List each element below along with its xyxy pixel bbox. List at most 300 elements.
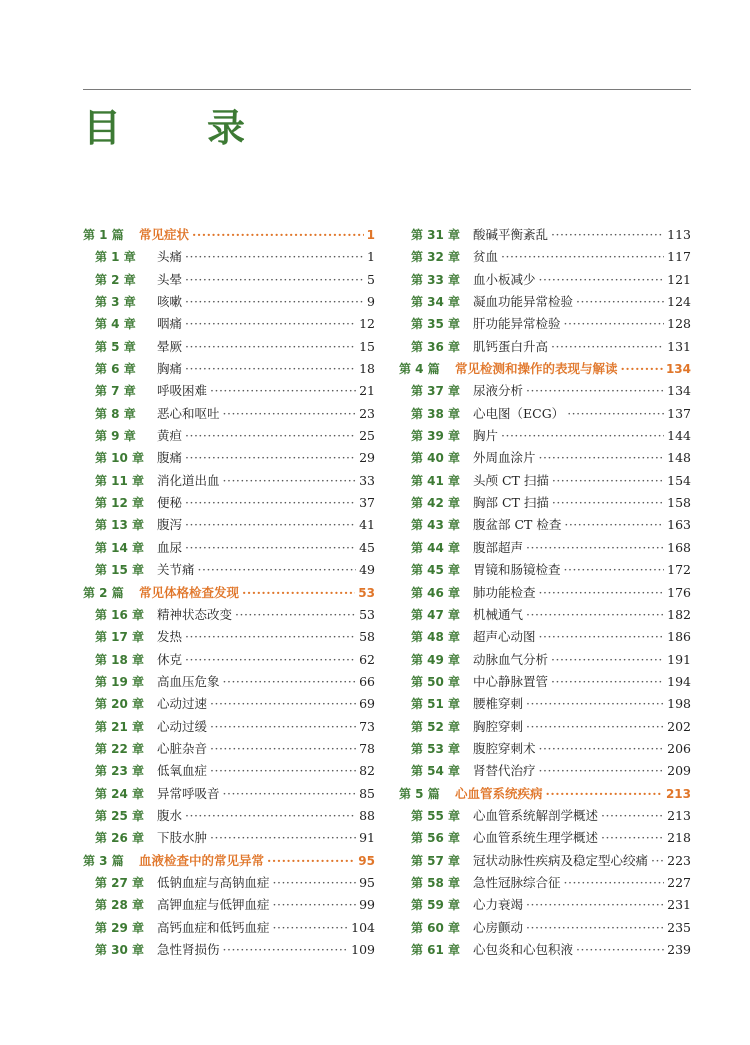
chapter-title: 外周血涂片 [473,450,536,466]
page-number: 99 [359,897,375,913]
toc-chapter-row[interactable] [399,380,691,402]
dot-leader [564,313,665,335]
chapter-title: 肝功能异常检验 [473,316,561,332]
part-number: 第 1 篇 [83,228,124,242]
chapter-title: 冠状动脉性疾病及稳定型心绞痛 [473,852,649,868]
chapter-number: 第 9 章 [95,429,136,444]
toc-chapter-row[interactable] [399,827,691,849]
page-number: 231 [667,897,691,913]
dot-leader [576,291,664,313]
page-number: 95 [358,853,375,868]
chapter-number: 第 23 章 [95,764,145,779]
chapter-number: 第 29 章 [95,920,145,935]
chapter-title: 发热 [157,629,183,645]
toc-chapter-row[interactable] [83,380,375,402]
dot-leader [564,559,665,581]
toc-chapter-row[interactable] [83,604,375,626]
dot-leader [546,783,663,805]
page-number: 82 [359,763,375,779]
page-number: 9 [367,294,375,310]
dot-leader [564,872,665,894]
chapter-number: 第 6 章 [95,362,136,377]
page-number: 15 [359,338,375,354]
chapter-title: 心动过速 [157,696,208,712]
page-number: 163 [667,517,691,533]
part-title: 血液检查中的常见异常 [139,852,265,868]
chapter-title: 腹腔穿刺术 [473,740,536,756]
chapter-number: 第 32 章 [411,250,461,265]
chapter-number: 第 43 章 [411,518,461,533]
page-number: 202 [667,718,691,734]
toc-chapter-row[interactable] [83,514,375,536]
chapter-title: 高血压危象 [157,673,220,689]
toc-chapter-row[interactable] [83,827,375,849]
toc-chapter-row[interactable] [83,716,375,738]
chapter-title: 头颅 CT 扫描 [473,472,549,488]
toc-chapter-row[interactable] [399,224,691,246]
chapter-number: 第 33 章 [411,272,461,287]
toc-chapter-row[interactable] [83,559,375,581]
dot-leader [539,269,665,291]
dot-leader [552,470,664,492]
dot-leader [185,358,356,380]
page-number: 53 [358,585,375,600]
chapter-title: 血小板减少 [473,271,536,287]
dot-leader [526,380,664,402]
dot-leader [526,537,664,559]
dot-leader [185,537,356,559]
chapter-number: 第 57 章 [411,853,461,868]
chapter-title: 肌钙蛋白升高 [473,338,549,354]
top-rule [83,89,691,90]
dot-leader [210,760,356,782]
dot-leader [185,447,356,469]
toc-chapter-row[interactable] [83,246,375,268]
chapter-title: 晕厥 [157,338,183,354]
chapter-title: 低氧血症 [157,763,208,779]
chapter-title: 心脏杂音 [157,740,208,756]
page-number: 23 [359,405,375,421]
chapter-number: 第 61 章 [411,943,461,957]
chapter-title: 中心静脉置管 [473,673,549,689]
toc-chapter-row[interactable] [399,894,691,916]
dot-leader [567,403,664,425]
chapter-number: 第 27 章 [95,875,145,890]
chapter-title: 异常呼吸音 [157,785,220,801]
toc-chapter-row[interactable] [83,313,375,335]
page-number: 12 [359,316,375,332]
chapter-number: 第 3 章 [95,295,136,310]
chapter-number: 第 42 章 [411,496,461,511]
part-title: 常见症状 [139,227,190,242]
part-title: 心血管系统疾病 [455,785,543,801]
chapter-number: 第 17 章 [95,630,145,645]
chapter-title: 腹痛 [157,450,183,466]
toc-chapter-row[interactable] [399,313,691,335]
toc-chapter-row[interactable] [399,492,691,514]
dot-leader [235,604,356,626]
chapter-title: 胃镜和肠镜检查 [473,562,561,578]
toc-chapter-row[interactable] [83,403,375,425]
page-number: 109 [351,942,375,957]
chapter-number: 第 50 章 [411,674,461,689]
chapter-number: 第 41 章 [411,473,461,488]
page-number: 73 [359,718,375,734]
toc-chapter-row[interactable] [399,738,691,760]
chapter-number: 第 36 章 [411,339,461,354]
page-number: 209 [667,763,691,779]
dot-leader [526,716,664,738]
chapter-title: 心力衰竭 [473,897,524,913]
dot-leader [539,582,665,604]
dot-leader [223,783,357,805]
chapter-title: 心包炎和心包积液 [473,942,574,957]
chapter-title: 腹泻 [157,517,183,533]
dot-leader [551,224,664,246]
dot-leader [651,850,664,872]
page-number: 88 [359,807,375,823]
chapter-title: 关节痛 [157,562,195,578]
chapter-number: 第 24 章 [95,786,145,801]
toc-chapter-row[interactable] [83,693,375,715]
chapter-number: 第 12 章 [95,496,145,511]
dot-leader [539,447,665,469]
toc-chapter-row[interactable] [399,693,691,715]
dot-leader [185,492,356,514]
toc-chapter-row[interactable] [83,649,375,671]
toc-chapter-row[interactable] [83,425,375,447]
dot-leader [539,738,665,760]
dot-leader [601,805,664,827]
page-number: 69 [359,696,375,712]
chapter-title: 机械通气 [473,606,524,622]
toc-chapter-row[interactable] [399,470,691,492]
chapter-number: 第 19 章 [95,674,145,689]
dot-leader [210,716,356,738]
toc-part-row[interactable] [399,358,691,380]
toc-chapter-row[interactable] [399,805,691,827]
dot-leader [223,403,357,425]
toc-chapter-row[interactable] [83,872,375,894]
toc-part-row[interactable] [399,783,691,805]
toc-chapter-row[interactable] [399,939,691,961]
toc-chapter-row[interactable] [399,604,691,626]
dot-leader [526,917,664,939]
toc-chapter-row[interactable] [83,291,375,313]
chapter-number: 第 4 章 [95,317,136,332]
page-number: 78 [359,740,375,756]
chapter-number: 第 60 章 [411,920,461,935]
part-title: 常见检测和操作的表现与解读 [455,361,618,377]
chapter-number: 第 37 章 [411,384,461,399]
chapter-title: 贫血 [473,249,499,265]
chapter-number: 第 51 章 [411,697,461,712]
dot-leader [621,358,663,380]
toc-part-row[interactable] [83,224,375,246]
dot-leader [185,649,356,671]
toc-chapter-row[interactable] [399,447,691,469]
toc-chapter-row[interactable] [83,269,375,291]
page-number: 154 [667,472,691,488]
chapter-number: 第 34 章 [411,295,461,310]
dot-leader [551,649,664,671]
toc-chapter-row[interactable] [399,850,691,872]
dot-leader [185,805,356,827]
chapter-number: 第 25 章 [95,808,145,823]
page-number: 144 [667,428,691,444]
toc-chapter-row[interactable] [83,537,375,559]
chapter-title: 胸片 [473,428,499,444]
chapter-title: 咳嗽 [157,294,183,310]
dot-leader [564,514,664,536]
chapter-title: 恶心和呕吐 [157,405,220,421]
dot-leader [185,626,356,648]
chapter-title: 精神状态改变 [157,606,233,622]
toc-chapter-row[interactable] [83,783,375,805]
part-title: 常见体格检查发现 [139,584,240,600]
dot-leader [273,894,357,916]
page-number: 25 [359,428,375,444]
toc-chapter-row[interactable] [83,738,375,760]
chapter-number: 第 53 章 [411,741,461,756]
toc-chapter-row[interactable] [399,291,691,313]
page-number: 124 [667,294,691,310]
chapter-title: 高钙血症和低钙血症 [157,919,270,935]
chapter-number: 第 15 章 [95,563,145,578]
dot-leader [242,582,355,604]
chapter-title: 酸碱平衡紊乱 [473,227,549,242]
page-number: 1 [367,249,375,265]
chapter-title: 休克 [157,651,183,667]
dot-leader [185,514,356,536]
page-number: 5 [367,271,375,287]
dot-leader [273,872,357,894]
page-number: 113 [667,227,691,242]
part-number: 第 4 篇 [399,362,440,377]
toc-chapter-row[interactable] [83,939,375,961]
page-number: 223 [667,852,691,868]
toc-chapter-row[interactable] [399,760,691,782]
dot-leader [185,313,356,335]
page-number: 85 [359,785,375,801]
chapter-number: 第 45 章 [411,563,461,578]
dot-leader [210,693,356,715]
page-number: 29 [359,450,375,466]
chapter-title: 凝血功能异常检验 [473,294,574,310]
dot-leader [185,425,356,447]
toc-chapter-row[interactable] [399,716,691,738]
page-number: 137 [667,405,691,421]
toc-chapter-row[interactable] [399,671,691,693]
chapter-title: 尿液分析 [473,383,524,399]
dot-leader [185,246,364,268]
page-number: 148 [667,450,691,466]
chapter-number: 第 47 章 [411,607,461,622]
toc-chapter-row[interactable] [83,760,375,782]
part-number: 第 5 篇 [399,786,440,801]
dot-leader [223,470,357,492]
dot-leader [551,671,664,693]
chapter-title: 腹水 [157,807,183,823]
toc-chapter-row[interactable] [399,246,691,268]
chapter-number: 第 39 章 [411,429,461,444]
page-number: 239 [667,942,691,957]
page-number: 168 [667,539,691,555]
chapter-number: 第 46 章 [411,585,461,600]
page-number: 18 [359,361,375,377]
chapter-number: 第 40 章 [411,451,461,466]
chapter-title: 心电图（ECG） [473,405,565,421]
chapter-title: 咽痛 [157,316,183,332]
toc-chapter-row[interactable] [399,514,691,536]
chapter-title: 血尿 [157,539,183,555]
chapter-number: 第 26 章 [95,831,145,846]
page-number: 62 [359,651,375,667]
toc-chapter-row[interactable] [399,559,691,581]
toc-column-left [83,224,375,961]
toc-chapter-row[interactable] [83,492,375,514]
dot-leader [198,559,357,581]
chapter-number: 第 55 章 [411,808,461,823]
toc-chapter-row[interactable] [83,894,375,916]
dot-leader [210,738,356,760]
page-number: 194 [667,673,691,689]
toc-part-row[interactable] [83,582,375,604]
chapter-title: 心房颤动 [473,919,524,935]
chapter-number: 第 2 章 [95,272,136,287]
page-number: 213 [667,807,691,823]
chapter-title: 胸腔穿刺 [473,718,524,734]
chapter-number: 第 10 章 [95,451,145,466]
dot-leader [210,827,356,849]
dot-leader [539,626,665,648]
page-number: 66 [359,673,375,689]
page-number: 198 [667,696,691,712]
chapter-title: 肺功能检查 [473,584,536,600]
chapter-number: 第 49 章 [411,652,461,667]
chapter-title: 便秘 [157,495,183,511]
toc-chapter-row[interactable] [399,403,691,425]
page-number: 172 [667,562,691,578]
toc-chapter-row[interactable] [83,358,375,380]
chapter-title: 黄疸 [157,428,183,444]
part-number: 第 2 篇 [83,585,124,600]
page-number: 117 [667,249,691,265]
toc-chapter-row[interactable] [83,336,375,358]
page-number: 128 [667,316,691,332]
chapter-title: 心血管系统解剖学概述 [473,807,599,823]
page-number: 33 [359,472,375,488]
part-number: 第 3 篇 [83,853,124,868]
toc-chapter-row[interactable] [399,872,691,894]
page-number: 1 [366,228,375,242]
toc-chapter-row[interactable] [83,470,375,492]
chapter-title: 呼吸困难 [157,383,208,399]
chapter-number: 第 38 章 [411,406,461,421]
page-number: 134 [665,362,691,377]
page-number: 176 [667,584,691,600]
page-number: 134 [667,383,691,399]
chapter-title: 心动过缓 [157,718,208,734]
dot-leader [526,693,664,715]
page-number: 191 [667,651,691,667]
toc-chapter-row[interactable] [399,425,691,447]
page-number: 121 [667,271,691,287]
chapter-title: 下肢水肿 [157,830,208,846]
chapter-title: 急性冠脉综合征 [473,874,561,890]
toc-chapter-row[interactable] [83,917,375,939]
toc-chapter-row[interactable] [83,671,375,693]
toc-chapter-row[interactable] [83,447,375,469]
chapter-number: 第 31 章 [411,228,461,242]
page-number: 49 [359,562,375,578]
toc-chapter-row[interactable] [83,626,375,648]
page-number: 186 [667,629,691,645]
chapter-title: 消化道出血 [157,472,220,488]
toc-chapter-row[interactable] [399,336,691,358]
page-number: 218 [667,830,691,846]
chapter-number: 第 35 章 [411,317,461,332]
chapter-number: 第 13 章 [95,518,145,533]
toc-chapter-row[interactable] [399,269,691,291]
page-number: 21 [359,383,375,399]
dot-leader [185,291,364,313]
toc-part-row[interactable] [83,850,375,872]
chapter-number: 第 7 章 [95,384,136,399]
chapter-number: 第 18 章 [95,652,145,667]
page-title: 目 录 [83,105,270,150]
toc-chapter-row[interactable] [399,626,691,648]
chapter-number: 第 14 章 [95,540,145,555]
toc-chapter-row[interactable] [399,582,691,604]
page-number: 131 [667,338,691,354]
chapter-title: 低钠血症与高钠血症 [157,874,270,890]
dot-leader [192,224,364,246]
page-number: 53 [359,606,375,622]
chapter-title: 胸部 CT 扫描 [473,495,549,511]
toc-chapter-row[interactable] [399,917,691,939]
dot-leader [185,336,356,358]
chapter-number: 第 8 章 [95,406,136,421]
toc-chapter-row[interactable] [83,805,375,827]
chapter-title: 动脉血气分析 [473,651,549,667]
dot-leader [185,269,364,291]
chapter-number: 第 56 章 [411,831,461,846]
dot-leader [576,939,664,961]
page-number: 95 [359,874,375,890]
dot-leader [501,246,664,268]
toc-chapter-row[interactable] [399,537,691,559]
chapter-title: 高钾血症与低钾血症 [157,897,270,913]
page-number: 235 [667,919,691,935]
page-number: 182 [667,606,691,622]
toc-column-right [399,224,691,961]
chapter-title: 肾替代治疗 [473,763,536,779]
page-number: 37 [359,495,375,511]
chapter-number: 第 16 章 [95,607,145,622]
toc-chapter-row[interactable] [399,649,691,671]
chapter-number: 第 5 章 [95,339,136,354]
page-number: 104 [351,919,375,935]
chapter-title: 头晕 [157,271,183,287]
chapter-number: 第 48 章 [411,630,461,645]
page-number: 158 [667,495,691,511]
chapter-number: 第 28 章 [95,898,145,913]
dot-leader [551,336,664,358]
chapter-number: 第 11 章 [95,473,145,488]
chapter-number: 第 52 章 [411,719,461,734]
chapter-number: 第 22 章 [95,741,145,756]
